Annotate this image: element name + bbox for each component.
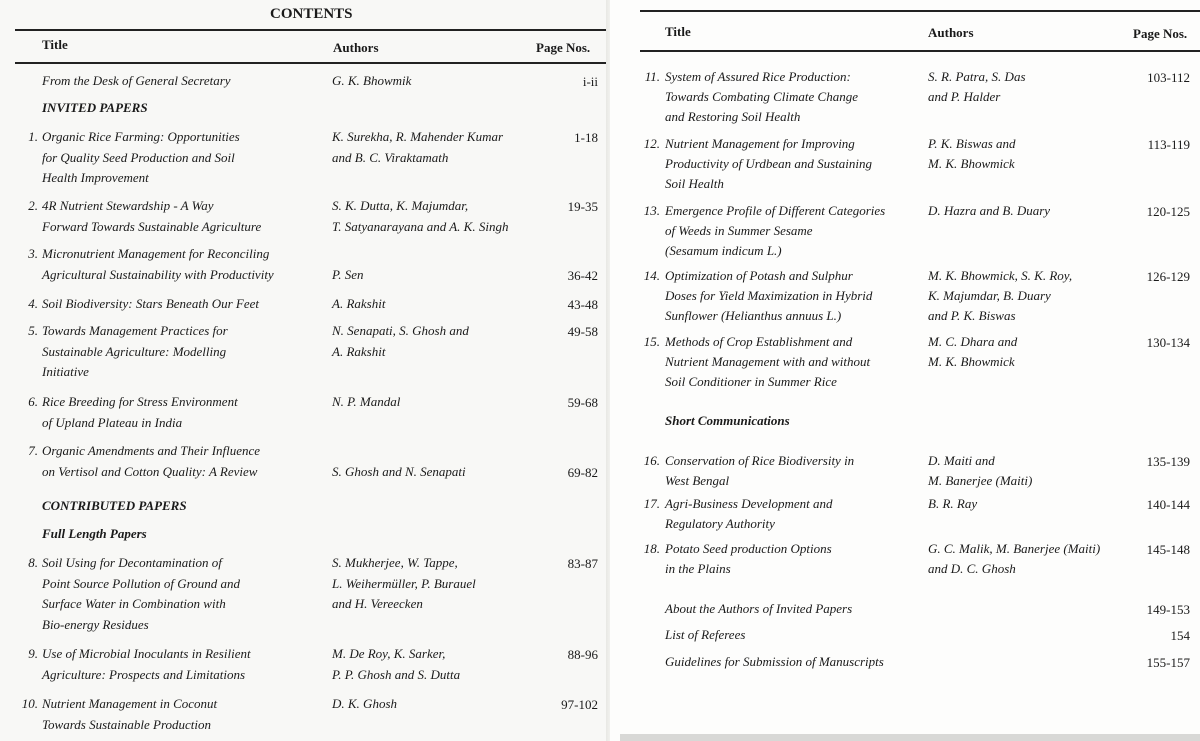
entry-pages: 49-58 [567, 324, 598, 339]
entry-title-line: Organic Rice Farming: Opportunities [42, 129, 240, 144]
entry-authors-line: B. R. Ray [928, 496, 978, 511]
entry-authors-line: and D. C. Ghosh [928, 561, 1016, 576]
entry-number: 5. [28, 323, 38, 338]
column-header-title: Title [42, 37, 68, 52]
entry-pages: 103-112 [1147, 70, 1190, 85]
entry-pages: 155-157 [1146, 655, 1190, 670]
entry-title-line: Organic Amendments and Their Influence [42, 443, 261, 458]
entry-title-line: Agriculture: Prospects and Limitations [42, 666, 246, 682]
entry-authors-line: S. K. Dutta, K. Majumdar, [332, 198, 469, 213]
entry-title-line: Methods of Crop Establishment and [665, 334, 853, 349]
entry-number: 10. [21, 696, 38, 711]
entry-title-line: Soil Using for Decontamination of [42, 555, 222, 570]
section-heading: INVITED PAPERS [42, 100, 148, 115]
entry-title-line: Forward Towards Sustainable Agriculture [42, 218, 262, 234]
divider [640, 50, 1200, 52]
entry-authors-line: M. De Roy, K. Sarker, [332, 646, 446, 661]
entry-authors-line: P. K. Biswas and [928, 136, 1016, 151]
entry-pages: i-ii [582, 74, 598, 89]
entry-title-line: About the Authors of Invited Papers [665, 601, 853, 616]
entry-title-line: Nutrient Management with and without [665, 354, 871, 369]
entry-title-line: on Vertisol and Cotton Quality: A Review [42, 463, 258, 479]
entry-title-line: West Bengal [665, 473, 730, 488]
entry-authors-line: G. K. Bhowmik [332, 73, 412, 88]
entry-authors-line: K. Surekha, R. Mahender Kumar [332, 129, 504, 144]
entry-authors-line: L. Weihermüller, P. Burauel [332, 575, 476, 591]
entry-pages: 97-102 [561, 697, 598, 712]
entry-title-line: Guidelines for Submission of Manuscripts [665, 654, 884, 669]
entry-authors-line: M. Banerjee (Maiti) [928, 473, 1033, 488]
divider [640, 10, 1200, 12]
entry-title-line: (Sesamum indicum L.) [665, 243, 782, 258]
scan-edge [620, 734, 1200, 741]
entry-authors-line: P. P. Ghosh and S. Dutta [332, 666, 461, 682]
entry-authors-line: M. C. Dhara and [928, 334, 1018, 349]
entry-title-line: Agricultural Sustainability with Productivity [42, 266, 274, 282]
entry-title-line: Rice Breeding for Stress Environment [42, 394, 238, 409]
entry-title-line: of Upland Plateau in India [42, 414, 183, 430]
entry-title-line: Surface Water in Combination with [42, 596, 226, 611]
entry-title-line: List of Referees [665, 627, 746, 642]
entry-authors-line: and B. C. Viraktamath [332, 149, 449, 165]
entry-number: 12. [643, 136, 660, 151]
section-heading: Short Communications [665, 413, 790, 428]
entry-number: 15. [643, 334, 660, 349]
column-header-title: Title [665, 24, 691, 39]
entry-title-line: Nutrient Management for Improving [665, 136, 855, 151]
entry-number: 18. [643, 541, 660, 556]
entry-number: 4. [28, 296, 38, 311]
entry-title-line: Health Improvement [42, 170, 149, 185]
entry-number: 17. [643, 496, 660, 511]
entry-authors-line: K. Majumdar, B. Duary [928, 288, 1051, 303]
entry-pages: 36-42 [567, 267, 598, 283]
entry-pages: 154 [1170, 628, 1190, 643]
entry-authors-line: M. K. Bhowmick [928, 156, 1015, 171]
column-header-authors: Authors [333, 40, 379, 55]
entry-title-line: Sunflower (Helianthus annuus L.) [665, 308, 842, 323]
column-header-pages: Page Nos. [1133, 26, 1188, 41]
entry-pages: 130-134 [1146, 335, 1190, 350]
entry-title-line: Towards Combating Climate Change [665, 89, 858, 104]
entry-title-line: of Weeds in Summer Sesame [665, 223, 813, 238]
entry-title-line: Use of Microbial Inoculants in Resilient [42, 646, 251, 661]
entry-pages: 149-153 [1146, 602, 1190, 617]
entry-pages: 88-96 [567, 647, 598, 662]
entry-authors-line: T. Satyanarayana and A. K. Singh [332, 218, 509, 234]
entry-authors-line: and P. K. Biswas [928, 308, 1016, 323]
entry-authors-line: S. Mukherjee, W. Tappe, [332, 555, 458, 570]
entry-title-line: Doses for Yield Maximization in Hybrid [665, 288, 873, 303]
entry-pages: 145-148 [1146, 542, 1190, 557]
entry-pages: 19-35 [567, 199, 598, 214]
entry-title-line: Conservation of Rice Biodiversity in [665, 453, 855, 468]
entry-pages: 1-18 [574, 130, 598, 145]
entry-title-line: Initiative [42, 364, 89, 379]
column-header-pages: Page Nos. [536, 40, 591, 55]
entry-authors-line: P. Sen [332, 266, 364, 282]
entry-number: 13. [643, 203, 660, 218]
divider [15, 62, 610, 64]
entry-pages: 140-144 [1146, 497, 1190, 512]
entry-number: 11. [644, 69, 660, 84]
entry-pages: 83-87 [567, 556, 598, 571]
entry-authors-line: M. K. Bhowmick [928, 354, 1015, 369]
entry-pages: 120-125 [1146, 204, 1190, 219]
section-heading: CONTRIBUTED PAPERS [42, 498, 187, 513]
entry-title-line: Towards Management Practices for [42, 323, 228, 338]
entry-authors-line: G. C. Malik, M. Banerjee (Maiti) [928, 541, 1101, 556]
contents-heading: CONTENTS [270, 6, 353, 22]
entry-pages: 126-129 [1146, 269, 1190, 284]
entry-pages: 59-68 [567, 395, 598, 410]
divider [15, 29, 610, 31]
entry-title-line: Optimization of Potash and Sulphur [665, 268, 853, 283]
entry-title-line: Productivity of Urdbean and Sustaining [665, 156, 873, 171]
entry-title-line: Point Source Pollution of Ground and [42, 575, 240, 591]
column-header-authors: Authors [928, 25, 974, 40]
entry-title-line: Nutrient Management in Coconut [42, 696, 218, 711]
entry-title-line: From the Desk of General Secretary [42, 73, 231, 88]
entry-title-line: Soil Health [665, 176, 724, 191]
entry-number: 16. [643, 453, 660, 468]
entry-title-line: Regulatory Authority [665, 516, 775, 531]
entry-title-line: Sustainable Agriculture: Modelling [42, 343, 227, 359]
entry-authors-line: D. Hazra and B. Duary [928, 203, 1051, 218]
entry-number: 2. [28, 198, 38, 213]
entry-title-line: in the Plains [665, 561, 731, 576]
entry-title-line: Soil Biodiversity: Stars Beneath Our Feet [42, 296, 259, 311]
entry-title-line: Bio-energy Residues [42, 616, 149, 632]
entry-pages: 43-48 [567, 297, 598, 312]
entry-authors-line: N. Senapati, S. Ghosh and [332, 323, 469, 338]
entry-title-line: 4R Nutrient Stewardship - A Way [42, 198, 214, 213]
entry-title-line: and Restoring Soil Health [665, 109, 801, 124]
entry-authors-line: A. Rakshit [332, 343, 386, 359]
entry-authors-line: A. Rakshit [332, 296, 386, 311]
entry-number: 8. [28, 555, 38, 570]
entry-title-line: for Quality Seed Production and Soil [42, 149, 235, 165]
entry-authors-line: M. K. Bhowmick, S. K. Roy, [928, 268, 1073, 283]
entry-title-line: System of Assured Rice Production: [665, 69, 851, 84]
entry-title-line: Potato Seed production Options [665, 541, 832, 556]
entry-authors-line: S. R. Patra, S. Das [928, 69, 1026, 84]
entry-authors-line: and P. Halder [928, 89, 1001, 104]
entry-number: 7. [28, 443, 38, 458]
entry-title-line: Agri-Business Development and [665, 496, 833, 511]
entry-number: 9. [28, 646, 38, 661]
entry-pages: 69-82 [567, 464, 598, 480]
entry-authors-line: D. Maiti and [928, 453, 995, 468]
entry-number: 3. [28, 246, 38, 261]
entry-title-line: Towards Sustainable Production [42, 716, 212, 732]
entry-title-line: Soil Conditioner in Summer Rice [665, 374, 837, 389]
right-page [610, 0, 1200, 741]
entry-title-line: Micronutrient Management for Reconciling [42, 246, 270, 261]
entry-number: 1. [28, 129, 38, 144]
entry-authors-line: and H. Vereecken [332, 596, 423, 611]
entry-authors-line: N. P. Mandal [332, 394, 401, 409]
entry-title-line: Emergence Profile of Different Categories [665, 203, 886, 218]
section-heading: Full Length Papers [42, 526, 147, 541]
entry-authors-line: D. K. Ghosh [332, 696, 398, 711]
entry-authors-line: S. Ghosh and N. Senapati [332, 463, 466, 479]
entry-pages: 113-119 [1147, 137, 1190, 152]
entry-number: 6. [28, 394, 38, 409]
entry-pages: 135-139 [1146, 454, 1190, 469]
entry-number: 14. [643, 268, 660, 283]
